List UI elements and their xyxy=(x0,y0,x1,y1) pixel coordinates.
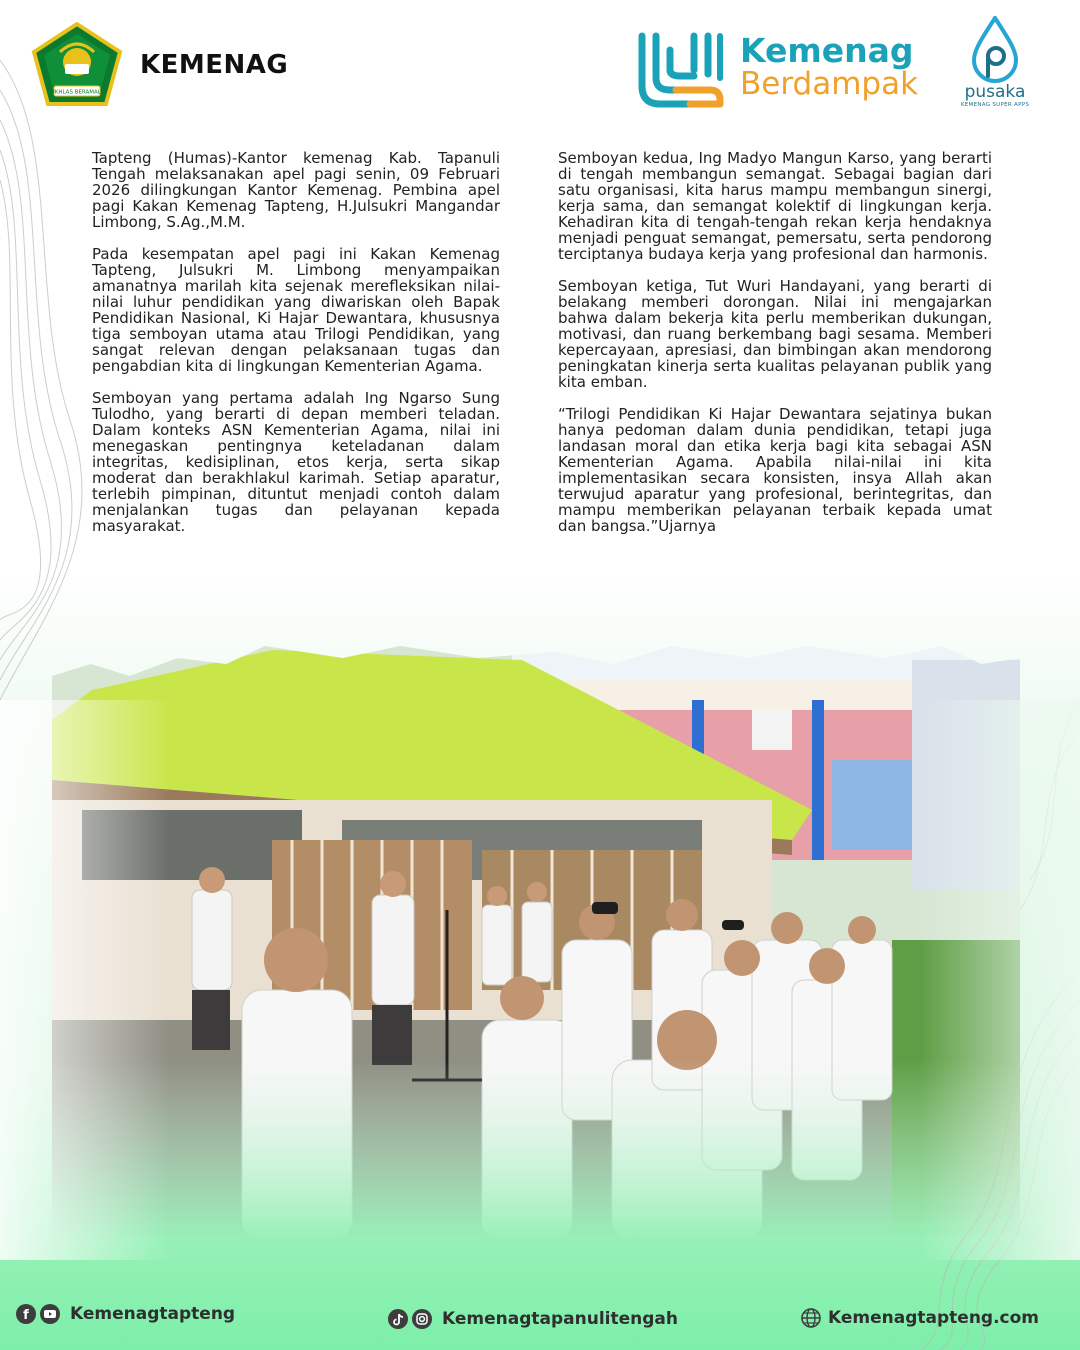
svg-text:f: f xyxy=(23,1308,29,1323)
kemenag-emblem-icon xyxy=(30,22,124,108)
globe-icon xyxy=(800,1307,822,1329)
campaign-logo-text xyxy=(740,31,919,102)
photo-fade-left xyxy=(0,700,170,1260)
website-url: Kemenagtapteng.com xyxy=(828,1308,1040,1328)
article-paragraph: Tapteng (Humas)-Kantor kemenag Kab. Tapanuli Tengah melaksanakan apel pagi senin, 09 Februari 2026 dilingkungan Kantor Kemenag. Pembina apel pagi Kakan Kemenag Tapteng, H.Julsukri Mangandar Limbong, S.Ag.,M.M. xyxy=(92,149,500,231)
pusaka-drop-icon xyxy=(970,16,1020,84)
footer-social-center[interactable] xyxy=(388,1309,678,1329)
brand-name: KEMENAG xyxy=(140,50,289,80)
app-name: pusaka xyxy=(964,82,1026,102)
article-paragraph: Pada kesempatan apel pagi ini Kakan Kemenag Tapteng, Julsukri M. Limbong menyampaikan amanatnya marilah kita sejenak merefleksikan nilai-nilai luhur pendidikan yang diwariskan oleh Bapak Pendidikan Nasional, Ki Hajar Dewantara, khususnya tiga semboyan utama atau Trilogi Pendidikan, yang sangat relevan dengan pelaksanaan tugas dan pengabdian kita di lingkungan Kementerian Agama. xyxy=(92,245,500,375)
social-handle-left: Kemenagtapteng xyxy=(70,1304,236,1324)
youtube-icon xyxy=(40,1304,60,1324)
article-paragraph: Semboyan kedua, Ing Madyo Mangun Karso, yang berarti di tengah membangun semangat. Sebagai bagian dari satu organisasi, kita harus mampu membangun sinergi, kerja sama, dan semangat kolektif di lingkungan kerja. Kehadiran kita di tengah-tengah rekan kerja hendaknya menjadi penguat semangat, pemersatu, serta pendorong terciptanya budaya kerja yang profesional dan harmonis. xyxy=(558,149,992,263)
emblem-label: IKHLAS BERAMAL xyxy=(53,89,101,96)
pusaka-app-logo xyxy=(952,16,1038,116)
article-paragraph: Semboyan yang pertama adalah Ing Ngarso Sung Tulodho, yang berarti di depan memberi teladan. Dalam konteks ASN Kementerian Agama, nilai ini menegaskan pentingnya keteladanan dalam integritas, kedisiplinan, etos kerja, serta sikap moderat dan berakhlakul karimah. Setiap aparatur, terlebih pimpinan, dituntut menjadi contoh dalam menjalankan tugas dan pelayanan kepada masyarakat. xyxy=(92,389,500,535)
kemenag-berdampak-logo-icon xyxy=(636,30,724,112)
campaign-title-line2: Berdampak xyxy=(740,66,919,102)
article-column-right xyxy=(558,150,992,550)
app-tagline: KEMENAG SUPER APPS xyxy=(960,102,1030,108)
campaign-title-line1: Kemenag xyxy=(740,31,914,70)
header-brand xyxy=(30,22,288,108)
article-paragraph: “Trilogi Pendidikan Ki Hajar Dewantara sejatinya bukan hanya pedoman dalam dunia pendidikan, tetapi juga landasan moral dan etika kerja bagi kita sebagai ASN Kementerian Agama. Apabila nilai-nilai ini kita implementasikan secara konsisten, insya Allah akan terwujud aparatur yang profesional, berintegritas, dan mampu memberikan pelayanan terbaik kepada umat dan bangsa.”Ujarnya xyxy=(558,405,992,535)
instagram-icon xyxy=(412,1309,432,1329)
article-column-left xyxy=(92,150,500,550)
footer-website[interactable] xyxy=(800,1307,1039,1329)
article-paragraph: Semboyan ketiga, Tut Wuri Handayani, yang berarti di belakang memberi dorongan. Nilai ini mengajarkan bahwa dalam bekerja kita perlu memberikan dukungan, motivasi, dan ruang berkembang bagi sesama. Memberi kepercayaan, apresiasi, dan bimbingan akan mendorong peningkatan kinerja serta kualitas pelayanan publik yang kita emban. xyxy=(558,277,992,391)
footer-social-left[interactable] xyxy=(16,1304,235,1324)
social-handle-center: Kemenagtapanulitengah xyxy=(442,1309,678,1329)
facebook-icon xyxy=(16,1304,36,1324)
tiktok-icon xyxy=(388,1309,408,1329)
photo-fade-right xyxy=(920,700,1080,1260)
morning-assembly-photo xyxy=(52,640,1020,1240)
